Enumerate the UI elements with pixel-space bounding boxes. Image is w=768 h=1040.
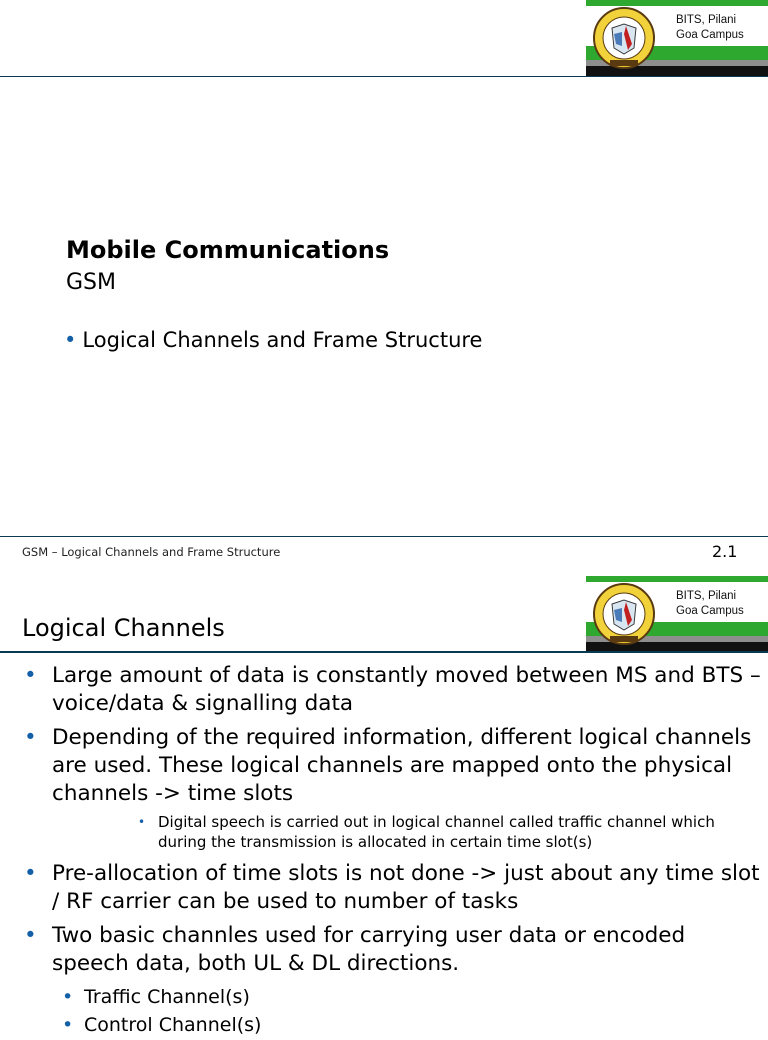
list-item-text: Traffic Channel(s)	[84, 986, 250, 1008]
bullet-icon: •	[62, 986, 74, 1008]
bullet-list	[22, 662, 762, 1040]
list-item-text: Depending of the required information, different logical channels are used. These logical channels are mapped onto the physical channels -> time slots	[52, 725, 752, 806]
campus-line-2: Goa Campus	[676, 605, 744, 617]
list-item	[22, 860, 762, 916]
campus-line-1: BITS, Pilani	[676, 14, 737, 26]
bits-logo-banner	[586, 576, 768, 652]
bullet-icon: •	[24, 861, 37, 886]
slide-subtitle: GSM	[66, 270, 116, 295]
campus-line-1: BITS, Pilani	[676, 590, 737, 602]
bullet-icon: •	[24, 663, 37, 688]
footer-divider	[0, 536, 768, 537]
list-item	[22, 1012, 762, 1038]
list-item	[22, 724, 762, 808]
slide-heading: Logical Channels	[22, 614, 225, 642]
list-item-text: Large amount of data is constantly moved between MS and BTS – voice/data & signalling data	[52, 663, 761, 716]
list-item-text: Digital speech is carried out in logical channel called traffic channel which during the transmission is allocated in certain time slot(s)	[158, 813, 715, 851]
title-bullet-text: Logical Channels and Frame Structure	[82, 328, 483, 352]
header-divider	[0, 76, 768, 77]
bits-logo-banner	[586, 0, 768, 76]
bits-emblem-icon	[592, 580, 656, 648]
list-item-text: Two basic channles used for carrying user data or encoded speech data, both UL & DL directions.	[52, 923, 686, 976]
list-item-text: Pre-allocation of time slots is not done -> just about any time slot / RF carrier can be used to number of tasks	[52, 861, 760, 914]
title-bullet	[64, 328, 482, 352]
bullet-icon: •	[62, 1014, 74, 1036]
bullet-icon: •	[24, 923, 37, 948]
list-item	[22, 812, 762, 852]
list-item-text: Control Channel(s)	[84, 1014, 262, 1036]
list-item	[22, 984, 762, 1010]
page-number: 2.1	[712, 542, 738, 561]
slide-title-heading: Mobile Communications	[66, 236, 390, 264]
list-item	[22, 662, 762, 718]
slide-logical-channels	[0, 576, 768, 1036]
bullet-icon: •	[138, 815, 146, 829]
list-item	[22, 922, 762, 978]
heading-divider	[0, 651, 768, 653]
bullet-icon: •	[24, 725, 37, 750]
bullet-icon: •	[64, 328, 77, 352]
campus-line-2: Goa Campus	[676, 29, 744, 41]
slide-footer: GSM – Logical Channels and Frame Structure	[22, 545, 281, 559]
bits-emblem-icon	[592, 4, 656, 72]
